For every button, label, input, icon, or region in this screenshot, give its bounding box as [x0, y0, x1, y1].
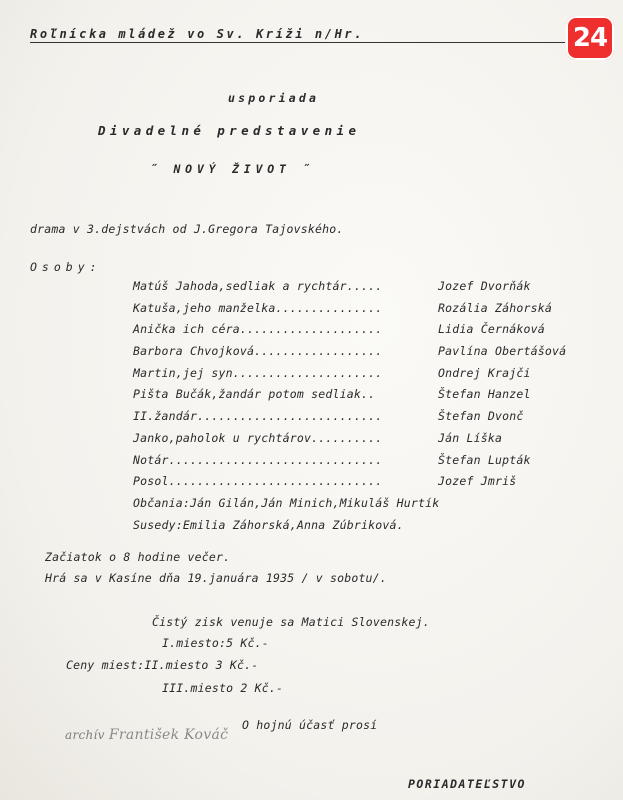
cast-row: [133, 344, 603, 366]
cast-role: Katuša,jeho manželka...............: [133, 300, 383, 315]
cast-actor: Štefan Lupták: [438, 452, 531, 467]
cast-heading: Osoby:: [30, 260, 102, 274]
organizer-header: Roľnícka mládež vo Sv. Kríži n/Hr.: [30, 27, 565, 43]
cast-row: [133, 496, 603, 518]
cast-role: Občania:Ján Gilán,Ján Minich,Mikuláš Hurtík: [133, 495, 440, 510]
cast-actor: Štefan Dvonč: [438, 409, 524, 424]
cast-row: [133, 518, 603, 540]
cast-role: Matúš Jahoda,sedliak a rychtár.....: [133, 279, 383, 293]
watermark-name: František Kováč: [108, 727, 229, 743]
cast-row: [133, 387, 603, 409]
cast-role: Anička ich céra....................: [133, 322, 383, 337]
cast-row: [133, 366, 603, 388]
archive-watermark: [65, 727, 228, 743]
start-time: Začiatok o 8 hodine večer.: [45, 550, 231, 564]
venue-date: Hrá sa v Kasíne dňa 19.januára 1935 / v sobotu/.: [45, 571, 387, 585]
watermark-prefix: archív: [65, 728, 105, 742]
site-logo-text: 24: [572, 23, 608, 53]
cast-row: [133, 301, 603, 323]
cast-role: Pišta Bučák,žandár potom sedliak..: [133, 387, 376, 402]
closing-line: O hojnú účasť prosí: [242, 718, 378, 732]
cast-row: [133, 322, 603, 344]
site-logo-badge[interactable]: [566, 16, 614, 60]
signature: PORIADATEĽSTVO: [408, 777, 526, 791]
cast-actor: Ondrej Krajči: [438, 365, 531, 380]
cast-role: Posol..............................: [133, 474, 383, 489]
event-title: Divadelné predstavenie: [98, 123, 361, 138]
cast-list: [133, 279, 603, 539]
cast-role: Notár..............................: [133, 452, 383, 467]
verb-line: usporiada: [228, 91, 320, 105]
proceeds-note: Čistý zisk venuje sa Matici Slovenskej.: [152, 615, 430, 629]
cast-role: Janko,paholok u rychtárov..........: [133, 430, 383, 445]
price-second: Ceny miest:II.miesto 3 Kč.-: [66, 658, 259, 672]
cast-row: [133, 431, 603, 453]
cast-role: Susedy:Emilia Záhorská,Anna Zúbriková.: [133, 517, 404, 532]
price-first: I.miesto:5 Kč.-: [162, 636, 269, 650]
cast-row: [133, 453, 603, 475]
play-subtitle: drama v 3.dejstvách od J.Gregora Tajovského.: [30, 222, 344, 236]
cast-row: [133, 279, 603, 301]
cast-actor: Jozef Dvorňák: [438, 279, 531, 293]
cast-actor: Pavlína Obertášová: [438, 344, 567, 359]
cast-actor: Lidia Černáková: [438, 322, 545, 337]
cast-actor: Štefan Hanzel: [438, 387, 531, 402]
price-third: III.miesto 2 Kč.-: [162, 681, 284, 695]
cast-row: [133, 474, 603, 496]
cast-actor: Jozef Jmriš: [438, 474, 517, 489]
cast-row: [133, 409, 603, 431]
play-title: ˝ NOVÝ ŽIVOT ˝: [150, 162, 315, 176]
cast-role: Barbora Chvojková..................: [133, 344, 383, 359]
cast-role: Martin,jej syn.....................: [133, 365, 383, 380]
cast-actor: Rozália Záhorská: [438, 300, 552, 315]
cast-actor: Ján Líška: [438, 430, 503, 445]
cast-role: II.žandár..........................: [133, 409, 383, 424]
